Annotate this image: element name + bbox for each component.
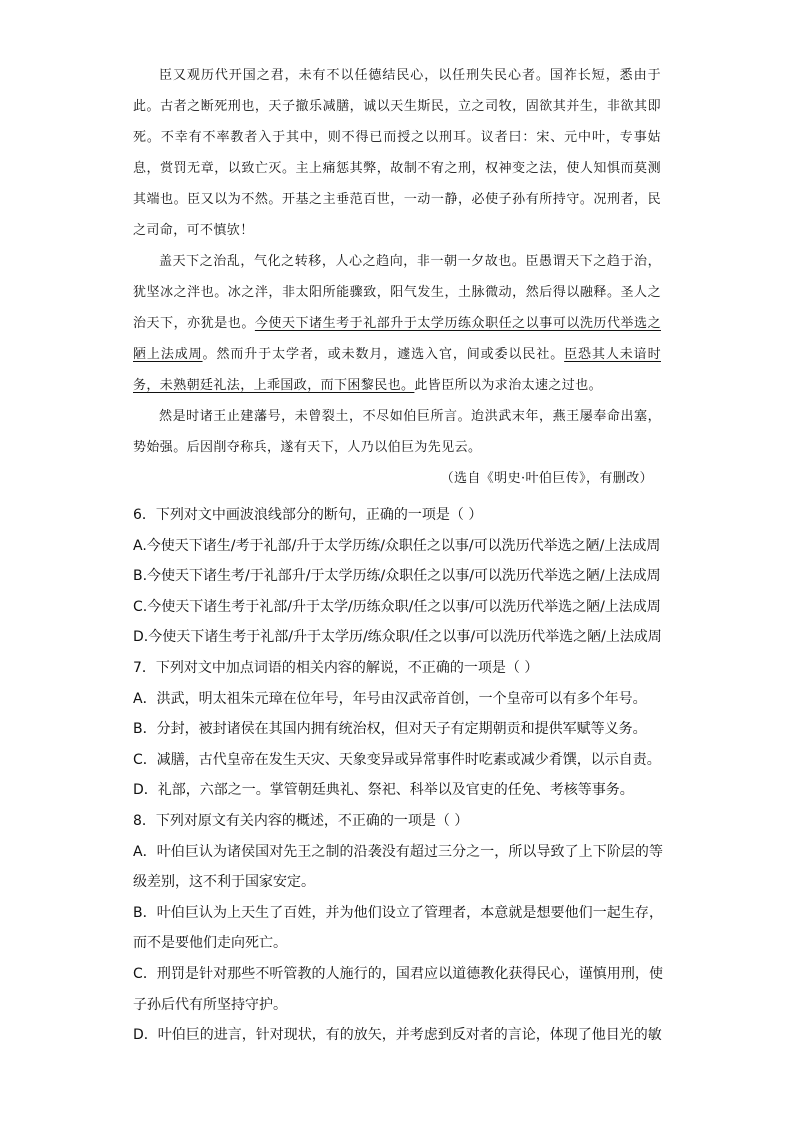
- question-8-option-c: C．刑罚是针对那些不听管教的人施行的，国君应以道德教化获得民心，谨慎用刑，使子孙后代有所坚持守护。: [133, 965, 663, 1013]
- question-7-option-d: D．礼部，六部之一。掌管朝廷典礼、祭祀、科举以及官吏的任免、考核等事务。: [133, 782, 634, 799]
- passage-paragraph-2: [133, 246, 661, 401]
- question-8-option-a: A．叶伯巨认为诸侯国对先王之制的沿袭没有超过三分之一，所以导致了上下阶层的等级差别，这不利于国家安定。: [133, 843, 663, 891]
- passage-text: 盖天下之治乱，气化之转移，人心之趋向，非一朝一夕故也。臣愚谓天下之趋于治，犹坚冰之泮也。冰之泮，非太阳所能骤致，阳气发生，土脉微动，然后得以融释。圣人之治天下，亦犹是也。: [133, 254, 661, 331]
- question-7-option-b: B．分封，被封诸侯在其国内拥有统治权，但对天子有定期朝贡和提供军赋等义务。: [133, 721, 647, 738]
- passage-source: （选自《明史·叶伯巨传》，有删改）: [440, 471, 653, 486]
- passage-text: 此皆臣所以为求治太速之过也。: [414, 378, 603, 393]
- question-list: [133, 500, 663, 1051]
- question-6-option-a: A.今使天下诸生/考于礼部/升于太学历练/众职任之以事/可以洗历代举选之陋/上法成周: [133, 537, 661, 554]
- passage-paragraph-3: 然是时诸王止建藩号，未曾裂土，不尽如伯巨所言。迨洪武末年，燕王屡奉命出塞，势始强。后因削夺称兵，遂有天下，人乃以伯巨为先见云。: [133, 409, 661, 455]
- wavy-underlined-sentence: 今使天下诸生考于礼部升于太学历练众职任之以事可以洗历代举选之陋上法成周: [133, 316, 661, 362]
- question-6-option-d: D.今使天下诸生考于礼部/升于太学历/练众职/任之以事/可以洗历代举选之陋/上法成周: [133, 629, 662, 646]
- question-7-stem: 7．下列对文中加点词语的相关内容的解说，不正确的一项是（ ）: [133, 659, 539, 676]
- question-6-stem: 6．下列对文中画波浪线部分的断句，正确的一项是（ ）: [133, 507, 483, 523]
- passage-paragraph-1: 臣又观历代开国之君，未有不以任德结民心，以任刑失民心者。国祚长短，悉由于此。古者之断死刑也，天子撤乐减膳，诚以天生斯民，立之司牧，固欲其并生，非欲其即死。不幸有不率教者入于其中，则不得已而授之以刑耳。议者曰：宋、元中叶，专事姑息，赏罚无章，以致亡灭。主上痛惩其弊，故制不宥之刑，权神变之法，使人知惧而莫测其端也。臣又以为不然。开基之主垂范百世，一动一静，必使子孙有所持守。况刑者，民之司命，可不慎欤！: [133, 68, 661, 238]
- question-8-option-d: D．叶伯巨的进言，针对现状，有的放矢，并考虑到反对者的言论，体现了他目光的敏: [133, 1027, 662, 1044]
- question-6-option-b: B.今使天下诸生考/于礼部升/于太学历练/众职任之以事/可以洗历代举选之陋/上法成周: [133, 568, 661, 585]
- question-8-stem: 8．下列对原文有关内容的概述，不正确的一项是（ ）: [133, 812, 469, 829]
- passage-text: 。然而升于太学者，或未数月，遽选入官，间或委以民社。: [202, 347, 565, 362]
- underlined-sentence: 臣恐其人未谙时务，未熟朝廷礼法，上乖国政，而下困黎民也。: [133, 347, 661, 393]
- question-7-option-c: C．减膳，古代皇帝在发生天灾、天象变异或异常事件时吃素或减少肴馔，以示自责。: [133, 751, 661, 768]
- classical-passage: [133, 60, 661, 494]
- question-6-option-c: C.今使天下诸生考于礼部/升于太学/历练众职/任之以事/可以洗历代举选之陋/上法成周: [133, 598, 661, 615]
- question-7-option-a: A．洪武，明太祖朱元璋在位年号，年号由汉武帝首创，一个皇帝可以有多个年号。: [133, 690, 647, 707]
- question-8-option-b: B．叶伯巨认为上天生了百姓，并为他们设立了管理者，本意就是想要他们一起生存，而不是要他们走向死亡。: [133, 904, 663, 952]
